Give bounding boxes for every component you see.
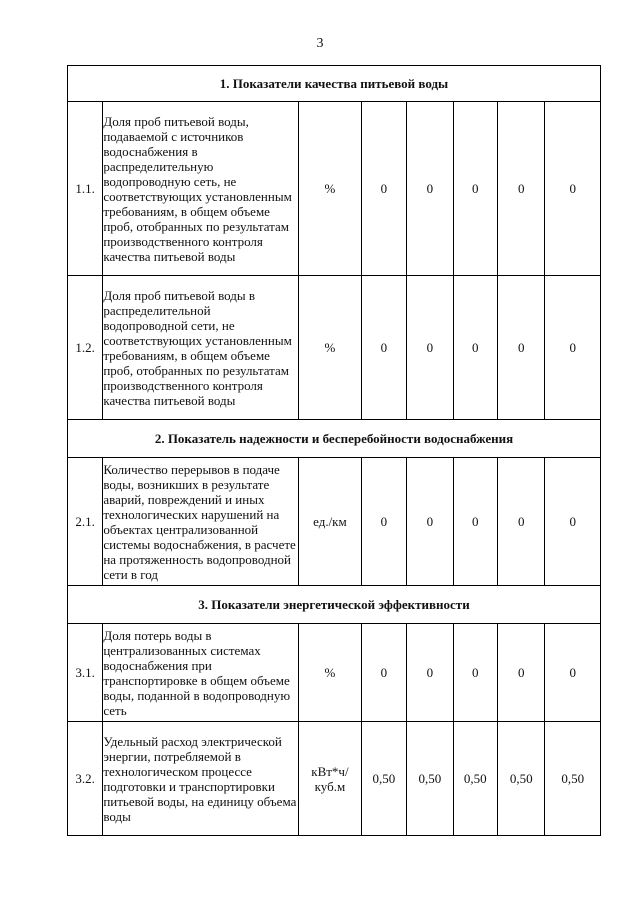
indicators-table: [67, 65, 601, 836]
section-title: 2. Показатель надежности и бесперебойности водоснабжения: [68, 420, 601, 458]
row-value: 0: [497, 458, 544, 586]
row-value: 0: [545, 458, 601, 586]
row-value: 0: [497, 102, 544, 276]
section-title: 3. Показатели энергетической эффективности: [68, 586, 601, 624]
section-title: 1. Показатели качества питьевой воды: [68, 66, 601, 102]
row-number: 3.1.: [68, 624, 103, 722]
row-value: 0: [407, 102, 453, 276]
row-value: 0,50: [453, 722, 497, 836]
row-value: 0: [361, 458, 406, 586]
section-header-row: [68, 586, 601, 624]
row-value: 0: [545, 102, 601, 276]
row-description: Доля проб питьевой воды в распределительной водопроводной сети, не соответствующих установленным требованиям, в общем объеме проб, отобранных по результатам производственного контроля качества питьевой воды: [103, 276, 299, 420]
row-value: 0: [453, 102, 497, 276]
row-number: 2.1.: [68, 458, 103, 586]
section-header-row: [68, 66, 601, 102]
row-unit: ед./км: [299, 458, 362, 586]
row-value: 0: [361, 276, 406, 420]
row-description: Количество перерывов в подаче воды, возникших в результате аварий, повреждений и иных технологических нарушений на объектах централизованной системы водоснабжения, в расчете на протяженность водопроводной сети в год: [103, 458, 299, 586]
table-row: [68, 276, 601, 420]
row-value: 0: [497, 624, 544, 722]
row-unit: %: [299, 102, 362, 276]
page-number: 3: [316, 36, 324, 51]
row-number: 1.1.: [68, 102, 103, 276]
row-unit: кВт*ч/ куб.м: [299, 722, 362, 836]
row-number: 1.2.: [68, 276, 103, 420]
row-description: Удельный расход электрической энергии, потребляемой в технологическом процессе подготовки и транспортировки питьевой воды, на единицу объема воды: [103, 722, 299, 836]
row-value: 0: [407, 458, 453, 586]
row-value: 0,50: [361, 722, 406, 836]
table-row: [68, 722, 601, 836]
row-number: 3.2.: [68, 722, 103, 836]
table-row: [68, 458, 601, 586]
row-value: 0: [407, 624, 453, 722]
row-description: Доля потерь воды в централизованных системах водоснабжения при транспортировке в общем объеме воды, поданной в водопроводную сеть: [103, 624, 299, 722]
row-value: 0: [453, 624, 497, 722]
row-value: 0,50: [545, 722, 601, 836]
row-description: Доля проб питьевой воды, подаваемой с источников водоснабжения в распределительную водопроводную сеть, не соответствующих установленным требованиям, в общем объеме проб, отобранных по результатам производственного контроля качества питьевой воды: [103, 102, 299, 276]
row-value: 0: [497, 276, 544, 420]
row-value: 0: [453, 458, 497, 586]
row-value: 0: [453, 276, 497, 420]
row-unit: %: [299, 276, 362, 420]
row-value: 0,50: [407, 722, 453, 836]
row-value: 0: [545, 276, 601, 420]
row-value: 0: [361, 624, 406, 722]
table-row: [68, 102, 601, 276]
row-value: 0,50: [497, 722, 544, 836]
row-value: 0: [407, 276, 453, 420]
row-value: 0: [361, 102, 406, 276]
table-row: [68, 624, 601, 722]
row-value: 0: [545, 624, 601, 722]
row-unit: %: [299, 624, 362, 722]
section-header-row: [68, 420, 601, 458]
